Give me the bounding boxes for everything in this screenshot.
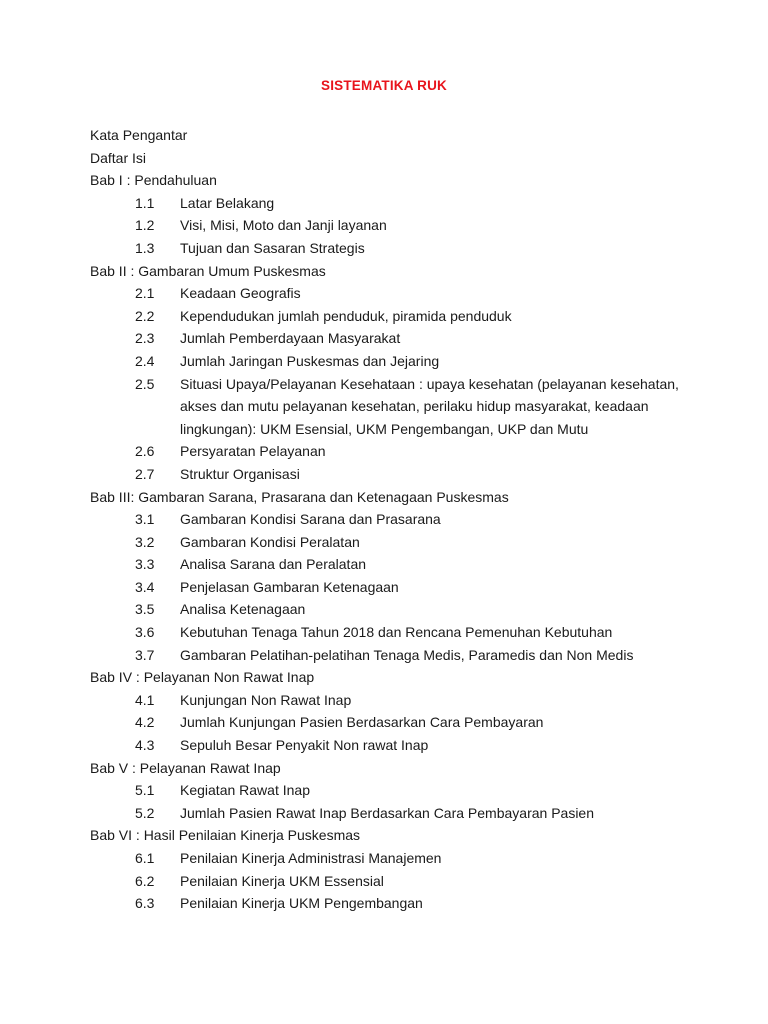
toc-chapter-text: Bab II : Gambaran Umum Puskesmas — [90, 262, 326, 279]
toc-chapter-text: Bab IV : Pelayanan Non Rawat Inap — [90, 669, 315, 686]
toc-section-text: Kependudukan jumlah penduduk, piramida penduduk — [180, 307, 512, 324]
toc-section-text: Gambaran Pelatihan-pelatihan Tenaga Medis, Paramedis dan Non Medis — [180, 646, 634, 663]
toc-chapter-text: Bab I : Pendahuluan — [90, 172, 217, 189]
toc-section-line — [90, 779, 710, 802]
toc-section-text: Jumlah Pemberdayaan Masyarakat — [180, 330, 401, 347]
toc-section-line — [90, 847, 710, 870]
toc-chapter-text: Bab III: Gambaran Sarana, Prasarana dan Ketenagaan Puskesmas — [90, 488, 509, 505]
toc-section-line — [90, 711, 710, 734]
toc-section-number: 4.3 — [135, 737, 155, 754]
table-of-contents — [90, 124, 710, 915]
toc-section-line — [90, 598, 710, 621]
toc-section-number: 1.2 — [135, 217, 155, 234]
toc-section-line — [90, 508, 710, 531]
toc-section-line — [90, 327, 710, 350]
toc-section-line — [90, 531, 710, 554]
toc-chapter-line — [90, 169, 710, 192]
toc-section-line — [90, 576, 710, 599]
toc-chapter-text: Kata Pengantar — [90, 127, 188, 143]
toc-section-number: 3.2 — [135, 533, 155, 550]
toc-section-number: 4.1 — [135, 691, 155, 708]
toc-section-number: 5.1 — [135, 782, 155, 799]
toc-section-number: 1.3 — [135, 239, 155, 256]
toc-section-number: 3.4 — [135, 578, 155, 595]
toc-section-text: Keadaan Geografis — [180, 285, 301, 302]
toc-section-number: 2.3 — [135, 330, 155, 347]
toc-section-text: Jumlah Jaringan Puskesmas dan Jejaring — [180, 352, 440, 369]
toc-section-number: 2.6 — [135, 443, 155, 460]
toc-section-line — [90, 440, 710, 463]
toc-section-text: Kegiatan Rawat Inap — [180, 782, 310, 799]
document-title: SISTEMATIKA RUK — [321, 78, 447, 93]
toc-chapter-text: Daftar Isi — [90, 149, 147, 166]
toc-section-line — [90, 463, 710, 486]
toc-chapter-line — [90, 757, 710, 780]
toc-section-number: 2.1 — [135, 285, 155, 302]
toc-chapter-line — [90, 124, 710, 147]
toc-chapter-line — [90, 486, 710, 509]
toc-section-text: Gambaran Kondisi Sarana dan Prasarana — [180, 511, 441, 528]
toc-section-text: Kebutuhan Tenaga Tahun 2018 dan Rencana Pemenuhan Kebutuhan — [180, 624, 613, 641]
toc-chapter-text: Bab VI : Hasil Penilaian Kinerja Puskesmas — [90, 827, 361, 844]
toc-section-number: 2.5 — [135, 375, 155, 392]
toc-section-number: 2.2 — [135, 307, 155, 324]
toc-section-line — [90, 734, 710, 757]
toc-section-number: 6.3 — [135, 895, 155, 912]
toc-section-line — [90, 350, 710, 373]
toc-section-number: 1.1 — [135, 194, 155, 211]
toc-section-text: Penilaian Kinerja Administrasi Manajemen — [180, 850, 442, 866]
toc-section-line — [90, 802, 710, 825]
toc-section-number: 3.6 — [135, 624, 155, 641]
toc-section-line — [90, 689, 710, 712]
toc-section-line — [90, 192, 710, 215]
toc-section-line — [90, 553, 710, 576]
toc-section-line — [90, 892, 710, 915]
toc-section-line — [90, 373, 710, 441]
toc-chapter-line — [90, 824, 710, 847]
toc-section-text: Gambaran Kondisi Peralatan — [180, 533, 360, 550]
toc-section-text: Penilaian Kinerja UKM Essensial — [180, 872, 384, 889]
toc-chapter-text: Bab V : Pelayanan Rawat Inap — [90, 759, 281, 776]
toc-section-text: Visi, Misi, Moto dan Janji layanan — [180, 217, 387, 234]
toc-section-text: Struktur Organisasi — [180, 465, 300, 482]
toc-section-text: Situasi Upaya/Pelayanan Kesehataan : upaya kesehatan (pelayanan kesehatan, akses dan mutu pelayanan kesehatan, perilaku hidup masyarakat, keadaan lingkungan): UKM Esensial, UKM Pengembangan, UKP dan Mutu — [180, 375, 679, 437]
toc-section-line — [90, 305, 710, 328]
toc-chapter-line — [90, 147, 710, 170]
toc-section-text: Penjelasan Gambaran Ketenagaan — [180, 578, 399, 595]
toc-section-text: Jumlah Pasien Rawat Inap Berdasarkan Cara Pembayaran Pasien — [180, 804, 595, 821]
toc-section-number: 3.3 — [135, 556, 155, 573]
toc-section-text: Sepuluh Besar Penyakit Non rawat Inap — [180, 737, 429, 754]
toc-section-line — [90, 870, 710, 893]
toc-section-number: 3.1 — [135, 511, 155, 528]
toc-section-line — [90, 214, 710, 237]
toc-section-text: Jumlah Kunjungan Pasien Berdasarkan Cara Pembayaran — [180, 714, 544, 731]
toc-section-text: Analisa Sarana dan Peralatan — [180, 556, 367, 573]
toc-section-text: Kunjungan Non Rawat Inap — [180, 691, 352, 708]
toc-section-line — [90, 282, 710, 305]
toc-chapter-line — [90, 260, 710, 283]
toc-section-number: 6.2 — [135, 872, 155, 889]
toc-section-number: 3.5 — [135, 601, 155, 618]
toc-section-text: Tujuan dan Sasaran Strategis — [180, 239, 365, 256]
toc-section-number: 5.2 — [135, 804, 155, 821]
toc-section-line — [90, 621, 710, 644]
toc-section-number: 4.2 — [135, 714, 155, 731]
toc-section-text: Analisa Ketenagaan — [180, 601, 306, 618]
toc-chapter-line — [90, 666, 710, 689]
toc-section-number: 2.7 — [135, 465, 155, 482]
toc-section-text: Penilaian Kinerja UKM Pengembangan — [180, 895, 423, 912]
toc-section-text: Latar Belakang — [180, 194, 275, 211]
toc-section-number: 6.1 — [135, 850, 155, 866]
toc-section-number: 3.7 — [135, 646, 155, 663]
toc-section-text: Persyaratan Pelayanan — [180, 443, 326, 460]
toc-section-line — [90, 644, 710, 667]
toc-section-number: 2.4 — [135, 352, 155, 369]
toc-section-line — [90, 237, 710, 260]
